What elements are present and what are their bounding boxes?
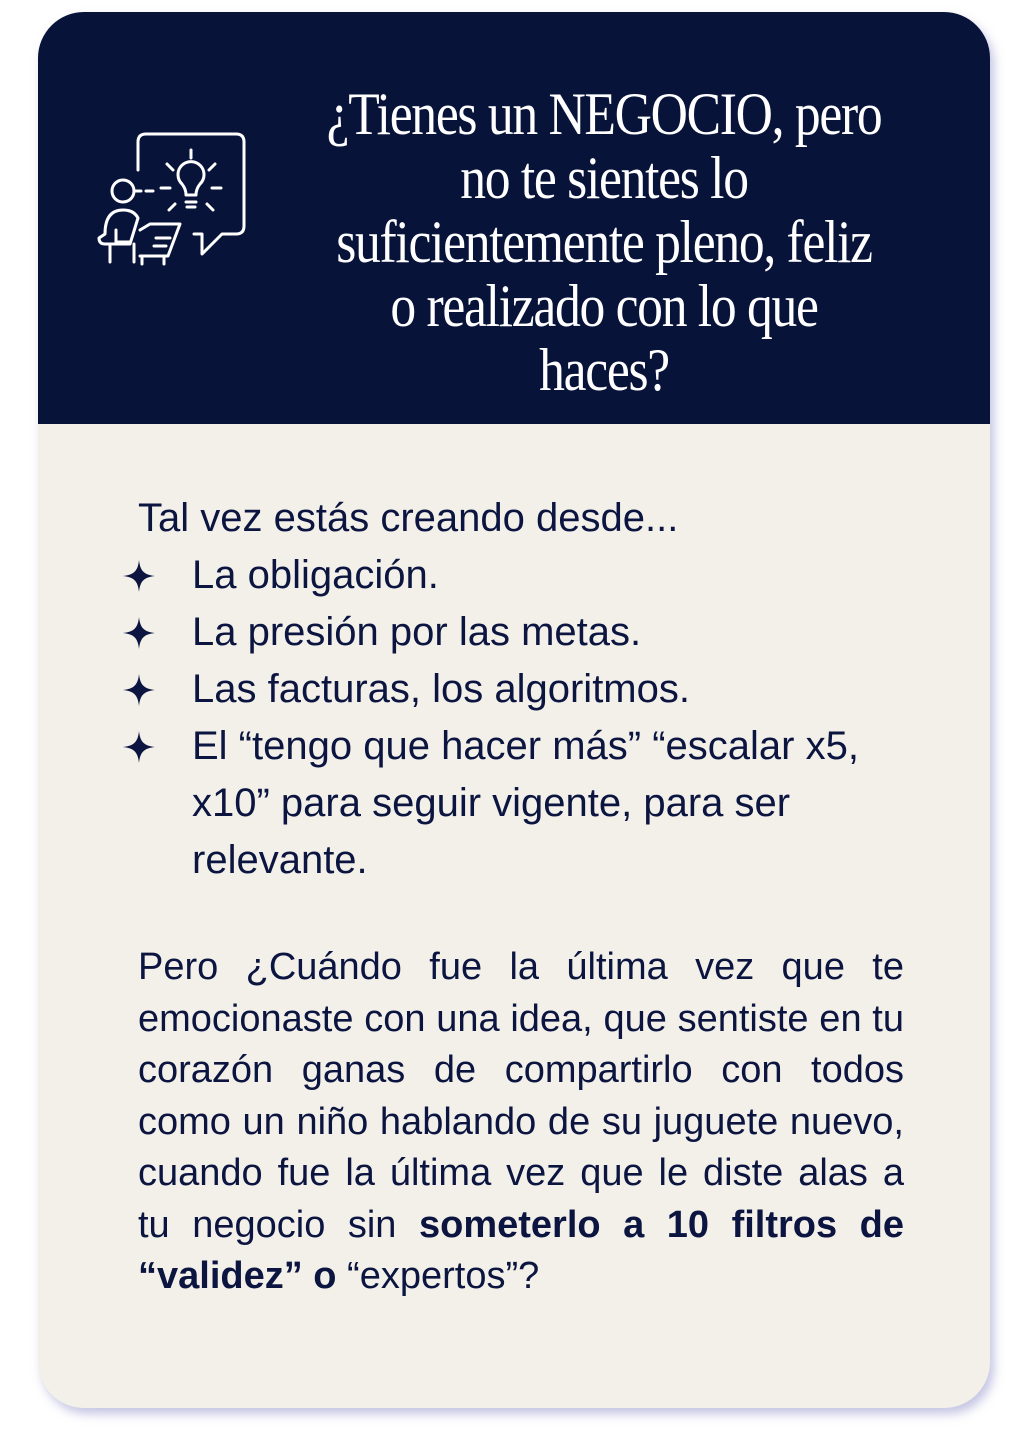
four-point-star-icon xyxy=(122,673,156,707)
header-title: ¿Tienes un NEGOCIO, pero no te sientes lo suficientemente pleno, feliz o realizado con lo que haces? xyxy=(326,81,882,403)
paragraph-end-text: “expertos”? xyxy=(336,1255,540,1297)
four-point-star-icon xyxy=(122,559,156,593)
bullet-list xyxy=(122,547,882,889)
list-item xyxy=(122,718,882,889)
list-item xyxy=(122,604,882,661)
list-item xyxy=(122,661,882,718)
intro-text: Tal vez estás creando desde... xyxy=(138,496,679,540)
person-idea-speech-bubble-icon xyxy=(94,130,254,290)
bullet-text: La obligación. xyxy=(192,553,439,597)
bullet-text: El “tengo que hacer más” “escalar x5, x10” para seguir vigente, para ser relevante. xyxy=(192,724,859,882)
four-point-star-icon xyxy=(122,730,156,764)
card xyxy=(38,12,990,1408)
bullet-text: Las facturas, los algoritmos. xyxy=(192,667,690,711)
paragraph-text: Pero ¿Cuándo fue la última vez que te emocionaste con una idea, que sentiste en tu corazón ganas de compartirlo con todos como un niño hablando de su juguete nuevo, cuando fue la última vez que le diste alas a tu negocio sin xyxy=(138,946,904,1246)
bullet-text: La presión por las metas. xyxy=(192,610,642,654)
paragraph-bold-text: someterlo a 10 filtros de “validez” o xyxy=(138,1203,904,1297)
header xyxy=(38,12,990,424)
list-item xyxy=(122,547,882,604)
closing-paragraph xyxy=(138,942,904,1303)
four-point-star-icon xyxy=(122,616,156,650)
